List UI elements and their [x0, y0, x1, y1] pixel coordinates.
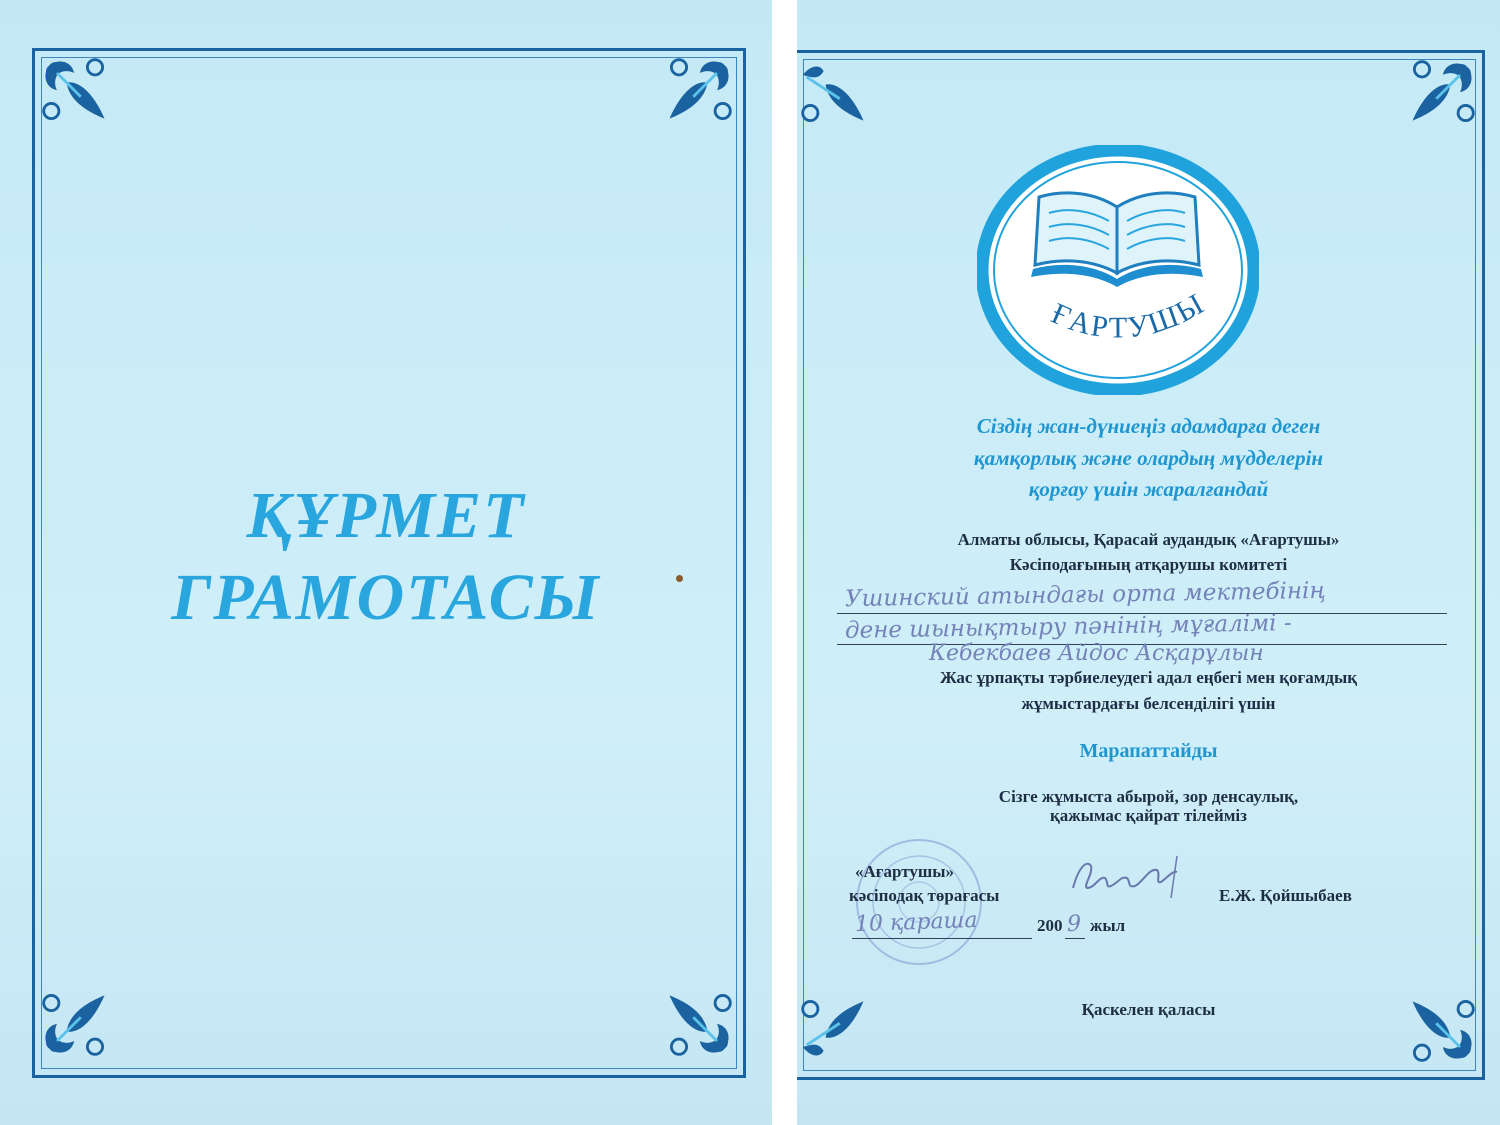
corner-ornament-icon	[1403, 56, 1479, 132]
issuer-line1: Алматы облысы, Қарасай аудандық «Ағартушы»	[957, 530, 1340, 549]
handwritten-recipient-line2: дене шынықтыру пәнінің мұғалімі -	[844, 610, 1292, 644]
handwritten-recipient-line3: Кебекбаев Айдос Асқарұлын	[929, 641, 1264, 666]
year-prefix: 200	[1037, 916, 1063, 935]
chair-label-line1: «Ағартушы»	[855, 862, 954, 881]
wishes-line2: қажымас қайрат тілейміз	[1050, 806, 1247, 825]
chair-label-line2: кәсіподақ төрағасы	[849, 886, 1000, 905]
dedication-line3: қорғау үшін жаралғандай	[1028, 477, 1269, 501]
year-handwritten-digit: 9	[1067, 912, 1081, 937]
emblem-text: ҒАРТУШЫ	[1046, 286, 1211, 345]
dedication-line1: Сіздің жан-дүниеңіз адамдарға деген	[976, 414, 1321, 438]
reason-line1: Жас ұрпақты тәрбиелеудегі адал еңбегі мен қоғамдық	[939, 668, 1358, 687]
city: Қаскелен қаласы	[1081, 1000, 1216, 1019]
chair-name: Е.Ж. Қойшыбаев	[1219, 886, 1352, 905]
signature	[1065, 852, 1185, 902]
reason-line2: жұмыстардағы белсенділігі үшін	[1021, 694, 1276, 713]
corner-ornament-icon	[38, 984, 114, 1060]
dedication-line2: қамқорлық және олардың мүдделерін	[973, 446, 1324, 470]
handwritten-recipient-line1: Ушинский атындағы орта мектебінің	[844, 577, 1327, 613]
cover-title-line1: ҚҰРМЕТ	[246, 479, 526, 552]
cover-title-line2: ГРАМОТАСЫ	[171, 561, 601, 634]
award-word: Марапаттайды	[1079, 740, 1218, 762]
open-book-icon	[1031, 193, 1203, 287]
corner-ornament-icon	[660, 54, 736, 130]
issuer-line2: Кәсіподағының атқарушы комитеті	[1009, 555, 1288, 574]
corner-ornament-icon	[797, 56, 873, 132]
handwritten-date: 10 қараша	[854, 907, 978, 938]
date-fill-line	[852, 938, 1032, 939]
corner-ornament-icon	[660, 984, 736, 1060]
year-fill-line	[1065, 938, 1085, 939]
year-suffix: жыл	[1090, 916, 1126, 935]
wishes-line1: Сізге жұмыста абырой, зор денсаулық,	[998, 787, 1299, 806]
certificate-inner-page	[797, 0, 1500, 1125]
corner-ornament-icon	[38, 54, 114, 130]
agartushy-emblem	[977, 145, 1259, 395]
paper-stain	[676, 575, 683, 582]
